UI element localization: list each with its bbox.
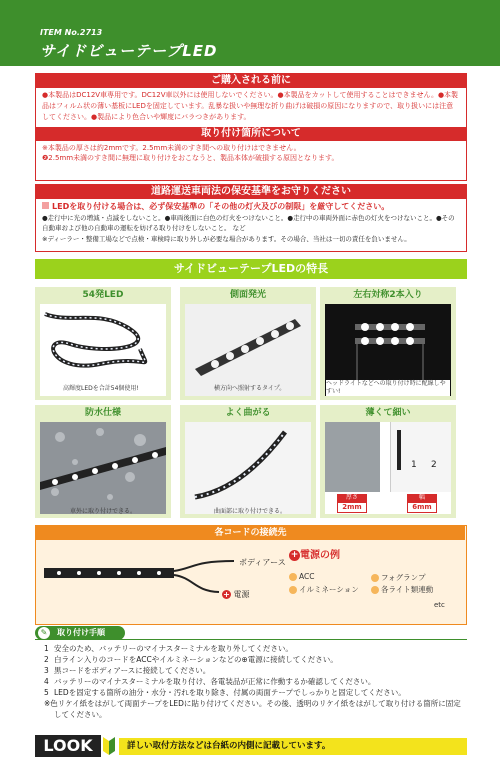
ruler-mark-2: 2 — [431, 460, 437, 470]
feature-waterproof — [35, 405, 171, 518]
wrench-icon: ✎ — [38, 627, 50, 639]
power-example-text: 各ライト類連動 — [381, 585, 434, 594]
feature-photo-waterproof — [40, 422, 166, 514]
safety-heading-text: LEDを取り付ける場合は、必ず保安基準の「その他の灯火及びの制限」を厳守してください。 — [52, 202, 390, 211]
feature-thin — [320, 405, 456, 518]
thickness-value: 2mm — [337, 502, 367, 513]
thickness-label: 厚さ — [337, 494, 367, 502]
step-number: 4 — [44, 677, 49, 686]
safety-standard-box — [35, 184, 467, 252]
safety-standard-title: 道路運送車両法の保安基準をお守りください — [36, 185, 466, 199]
feature-title: 側面発光 — [229, 290, 266, 300]
feature-side-emission — [180, 287, 316, 400]
look-text: 詳しい取付方法などは台紙の内側に記載しています。 — [119, 738, 467, 755]
step-number: 1 — [44, 644, 49, 653]
feature-flexible — [180, 405, 316, 518]
install-place-title: 取り付け箇所について — [36, 127, 466, 141]
purchase-notice-box — [35, 73, 467, 181]
led-edge-image — [397, 430, 401, 470]
power-label — [222, 589, 250, 600]
connection-title: 各コードの接続先 — [36, 526, 465, 540]
feature-symmetric-pair — [320, 287, 456, 400]
step-item — [44, 643, 464, 654]
step-text: 白ライン入りのコードをACCやイルミネーションなどの⊕電源に接続してください。 — [54, 655, 338, 664]
install-place-line-1: ※本製品の厚さは約2mmです。2.5mm未満のすき間への取り付けはできません。 — [42, 144, 301, 152]
bullet-dot-icon — [371, 574, 379, 582]
led-bent-image — [185, 422, 311, 514]
step-number: 3 — [44, 666, 49, 675]
feature-caption: 横方向へ照射するタイプ。 — [214, 385, 286, 392]
purchase-notice-title: ご購入される前に — [36, 74, 466, 88]
feature-caption: 車外に取り付けできる。 — [70, 508, 137, 515]
feature-caption: 曲面部に取り付けできる。 — [214, 508, 287, 515]
plus-icon: + — [290, 549, 299, 560]
ruler-left-image — [325, 422, 380, 492]
product-title: サイドビューテープLED — [40, 42, 218, 60]
step-note — [44, 698, 464, 720]
power-example-fog — [371, 572, 426, 583]
look-bar — [35, 735, 467, 757]
step-number: 5 — [44, 688, 49, 697]
ruler-mark-1: 1 — [411, 460, 417, 470]
feature-title: 左右対称2本入り — [353, 290, 423, 300]
connection-box — [35, 525, 467, 625]
feature-caption: ヘッドライトなどへの取り付け時に配線しやすい! — [326, 380, 450, 396]
power-label-text: 電源 — [233, 590, 250, 599]
bullet-dot-icon — [289, 586, 297, 594]
power-example-text: ACC — [299, 572, 315, 581]
feature-photo-flexible — [185, 422, 311, 514]
width-label: 幅 — [407, 494, 437, 502]
feature-title: 54発LED — [82, 290, 124, 300]
led-water-image — [40, 422, 166, 514]
feature-title: よく曲がる — [225, 408, 271, 418]
feature-54-led — [35, 287, 171, 400]
power-example-acc — [289, 572, 314, 581]
bullet-dot-icon — [371, 586, 379, 594]
install-steps-header — [35, 626, 467, 640]
step-note-text: ※色リケイ紙をはがして両面テープをLEDに貼り付けてください。その後、透明のリケイ紙をはがして取り付ける箇所に固定してください。 — [44, 699, 461, 719]
safety-standard-text-2: ※ディーラー・整備工場などで点検・車検時に取り外しが必要な場合があります。その場合、当社は一切の責任を負いません。 — [42, 235, 411, 243]
step-text: バッテリーのマイナスターミナルを取り付け、各電装品が正常に作動するか確認してください。 — [54, 677, 376, 686]
power-example-etc: etc — [434, 601, 445, 609]
power-example-text: イルミネーション — [299, 585, 359, 594]
ruler-right-image — [390, 422, 451, 492]
safety-standard-text-1: ●走行中に光の増減・点滅をしないこと。●車両後面に白色の灯火をつけないこと。●走行中の車両外面に赤色の灯火をつけないこと。●その自動車および他の自動車の運転を妨げる取り付けをしないこと。 など — [42, 214, 455, 232]
bullet-dot-icon — [289, 573, 297, 581]
install-place-line-2: ❷2.5mm未満のすき間に無理に取り付けをおこなうと、製品本体が破損する原因となります。 — [42, 154, 339, 162]
power-example-lights — [371, 584, 433, 595]
header-bar — [0, 0, 500, 66]
step-item — [44, 665, 464, 676]
safety-standard-heading — [36, 199, 466, 212]
item-number: ITEM No.2713 — [40, 28, 103, 37]
install-place-text — [36, 141, 466, 165]
feature-caption: 高輝度LEDを合計54個使用! — [63, 385, 139, 392]
square-marker-icon — [42, 202, 49, 209]
install-steps-title-pill — [35, 626, 125, 640]
power-example-illumination — [289, 584, 359, 595]
install-steps-list — [44, 643, 464, 720]
feature-title: 防水仕様 — [84, 408, 121, 418]
features-band: サイドビューテープLEDの特長 — [35, 259, 467, 279]
step-item — [44, 654, 464, 665]
body-earth-label: ボディアース — [239, 558, 286, 567]
feature-title: 薄くて細い — [365, 408, 411, 418]
step-item — [44, 676, 464, 687]
look-label: LOOK — [35, 735, 101, 757]
width-value: 6mm — [407, 502, 437, 513]
beginner-mark-icon — [103, 737, 115, 755]
power-example-title — [289, 546, 340, 561]
purchase-notice-text: ●本製品はDC12V車専用です。DC12V車以外には使用しないでください。●本製品をカットして使用することはできません。●本製品はフィルム状の薄い基板にLEDを固定しています。乱暴な扱いや無理な折り曲げは破損の原因になりますので、取り扱いには注意してください。●製品により色合いや輝度にバラつきがあります。 — [42, 91, 459, 121]
step-item — [44, 687, 464, 698]
plus-icon: + — [223, 590, 230, 599]
power-example-text: フォグランプ — [381, 573, 426, 582]
step-text: LEDを固定する箇所の油分・水分・汚れを取り除き、付属の両面テープでしっかりと固定してください。 — [54, 688, 406, 697]
step-number: 2 — [44, 655, 49, 664]
feature-photo-thin — [325, 422, 451, 514]
step-text: 黒コードをボディアースに接続してください。 — [54, 666, 211, 675]
install-steps-title: 取り付け手順 — [57, 628, 105, 637]
power-example-title-text: 電源の例 — [300, 550, 340, 561]
step-text: 安全のため、バッテリーのマイナスターミナルを取り外してください。 — [54, 644, 293, 653]
